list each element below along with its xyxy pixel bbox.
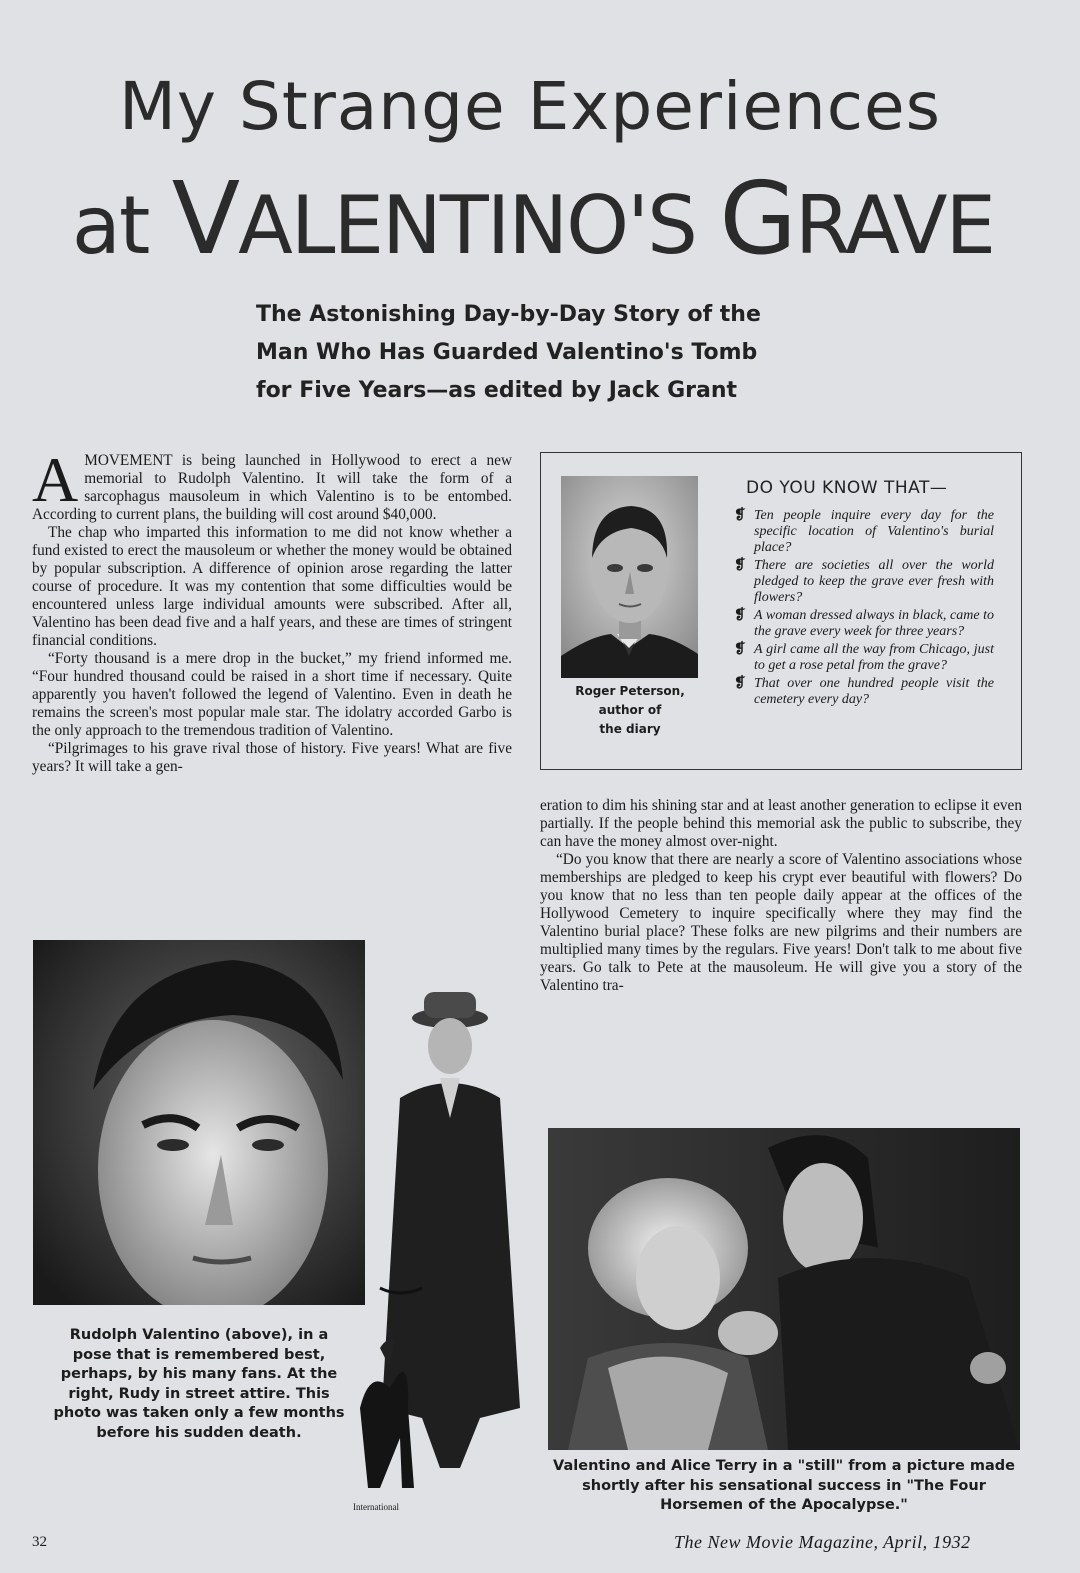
caption-left: Rudolph Valentino (above), in a pose that is remembered best, perhaps, by his many fans. At the right, Rudy in street attire. This photo was taken only a few months before his sudden death.	[53, 1327, 345, 1441]
subtitle	[256, 296, 876, 410]
author-portrait-image	[561, 476, 698, 678]
drop-cap: A	[32, 444, 79, 515]
subtitle-line-2: Man Who Has Guarded Valentino's Tomb	[256, 340, 758, 365]
author-caption-line-2: author of	[598, 703, 662, 717]
valentino-street-attire-image	[360, 988, 542, 1490]
title-line-2	[28, 160, 1038, 277]
article-paragraph-1: AMOVEMENT is being launched in Hollywood to erect a new memorial to Rudolph Valentino. It will take the form of a sarcophagus mausoleum in which Valentino is to be entombed. According to current plans, the building will cost around $40,000.	[32, 444, 512, 523]
title-line-1: My Strange Experiences	[118, 68, 942, 145]
article-paragraph-2: The chap who imparted this information to me did not know whether a fund existed to erect the mausoleum or whether the money would be obtained by popular subscription. A difference of opinion arose regarding the latter course of procedure. It was my contention that some difficulties would be encountered unless large individual amounts were subscribed. After all, Valentino has been dead five and a half years, and these are times of stringent financial conditions.	[32, 524, 512, 649]
author-caption-line-1: Roger Peterson,	[575, 684, 685, 698]
article-paragraph-4: “Pilgrimages to his grave rival those of history. Five years! What are five years? It will take a gen-	[32, 740, 512, 775]
pilcrow-icon: ❡	[734, 676, 746, 691]
article-paragraph-3: “Forty thousand is a mere drop in the bucket,” my friend informed me. “Four hundred thousand could be raised in a short time if necessary. Quite apparently you haven't followed the legend of Valentino. Even in death he remains the screen's most popular male star. The idolatry accorded Garbo is the only approach to the tremendous tradition of Valentino.	[32, 650, 512, 739]
article-column-right	[540, 797, 1022, 995]
author-portrait	[561, 476, 698, 678]
magazine-footer: The New Movie Magazine, April, 1932	[674, 1532, 971, 1552]
valentino-alice-terry-image	[548, 1128, 1020, 1450]
sidebar-list	[734, 508, 994, 710]
pilcrow-icon: ❡	[734, 642, 746, 657]
title-cap-g: G	[719, 160, 795, 277]
sidebar-fact: ❡ A woman dressed always in black, came to the grave every week for three years?	[734, 608, 994, 639]
author-caption	[560, 682, 700, 739]
page-number: 32	[32, 1534, 47, 1550]
article-column-left	[32, 444, 512, 776]
valentino-street-attire-photo	[360, 988, 542, 1490]
sidebar-fact: ❡ There are societies all over the world pledged to keep the grave ever fresh with flowers?	[734, 558, 994, 605]
subtitle-line-1: The Astonishing Day-by-Day Story of the	[256, 302, 761, 327]
sidebar-fact: ❡ Ten people inquire every day for the specific location of Valentino's burial place?	[734, 508, 994, 555]
valentino-portrait-photo	[33, 940, 365, 1305]
author-caption-line-3: the diary	[599, 722, 661, 736]
caption-right: Valentino and Alice Terry in a "still" from a picture made shortly after his sensational success in "The Four Horsemen of the Apocalypse."	[553, 1458, 1015, 1513]
pilcrow-icon: ❡	[734, 558, 746, 573]
article-paragraph-5: eration to dim his shining star and at least another generation to eclipse it even partially. If the people behind this memorial ask the public to subscribe, they can have the money almost over-night.	[540, 797, 1022, 850]
sidebar-heading: DO YOU KNOW THAT—	[746, 478, 948, 498]
title-cap-v: V	[171, 160, 239, 277]
valentino-portrait-image	[33, 940, 365, 1305]
pilcrow-icon: ❡	[734, 508, 746, 523]
title-word-grave: RAVE	[794, 179, 995, 272]
photo-credit: International	[353, 1502, 399, 1512]
pilcrow-icon: ❡	[734, 608, 746, 623]
subtitle-line-3: for Five Years—as edited by Jack Grant	[256, 378, 738, 403]
article-paragraph-6: “Do you know that there are nearly a score of Valentino associations whose memberships are pledged to keep his crypt ever beautiful with flowers? Do you know that no less than ten people daily appear at the offices of the Hollywood Cemetery to inquire specifically where they may find the Valentino burial place? These folks are new pilgrims and their numbers are multiplied many times by the regulars. Five years! Don't talk to me about five years. Go talk to Pete at the mausoleum. He will give you a story of the Valentino tra-	[540, 851, 1022, 994]
valentino-alice-terry-photo	[548, 1128, 1020, 1450]
title-word-valentinos: ALENTINO'S	[238, 179, 720, 272]
title-word-at: at	[71, 179, 172, 272]
sidebar-fact: ❡ That over one hundred people visit the cemetery every day?	[734, 676, 994, 707]
sidebar-fact: ❡ A girl came all the way from Chicago, just to get a rose petal from the grave?	[734, 642, 994, 673]
